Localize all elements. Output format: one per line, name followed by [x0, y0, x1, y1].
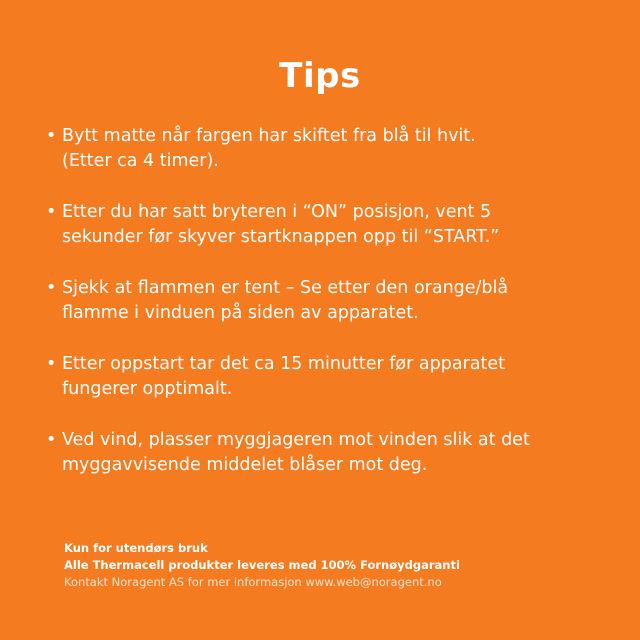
bullet-icon: •	[46, 430, 57, 450]
tip-text-line: myggavvisende middelet blåser mot deg.	[62, 455, 428, 475]
footer	[64, 540, 604, 591]
tip-item	[46, 352, 606, 402]
tip-text-line: sekunder før skyver startknappen opp til “START.”	[62, 227, 500, 247]
tip-text-line: (Etter ca 4 timer).	[62, 151, 219, 171]
bullet-icon: •	[46, 126, 57, 146]
tips-list	[46, 124, 606, 504]
tip-text-line: Etter oppstart tar det ca 15 minutter før apparatet	[62, 354, 505, 374]
tip-text-line: Sjekk at flammen er tent – Se etter den orange/blå	[62, 278, 509, 298]
footer-guarantee: Alle Thermacell produkter leveres med 100% Fornøydgaranti	[64, 558, 460, 572]
footer-outdoor-notice: Kun for utendørs bruk	[64, 541, 208, 555]
footer-contact: Kontakt Noragent AS for mer informasjon www.web@noragent.no	[64, 575, 442, 589]
tip-text-line: fungerer opptimalt.	[62, 379, 233, 399]
tip-item	[46, 124, 606, 174]
tip-text-line: Etter du har satt bryteren i “ON” posisjon, vent 5	[62, 202, 492, 222]
tip-item	[46, 200, 606, 250]
bullet-icon: •	[46, 202, 57, 222]
tip-item	[46, 428, 606, 478]
tip-text-line: Bytt matte når fargen har skiftet fra blå til hvit.	[62, 126, 476, 146]
tip-text-line: flamme i vinduen på siden av apparatet.	[62, 303, 419, 323]
bullet-icon: •	[46, 278, 57, 298]
bullet-icon: •	[46, 354, 57, 374]
tip-text-line: Ved vind, plasser myggjageren mot vinden slik at det	[62, 430, 530, 450]
tip-item	[46, 276, 606, 326]
page-title: Tips	[279, 56, 361, 96]
